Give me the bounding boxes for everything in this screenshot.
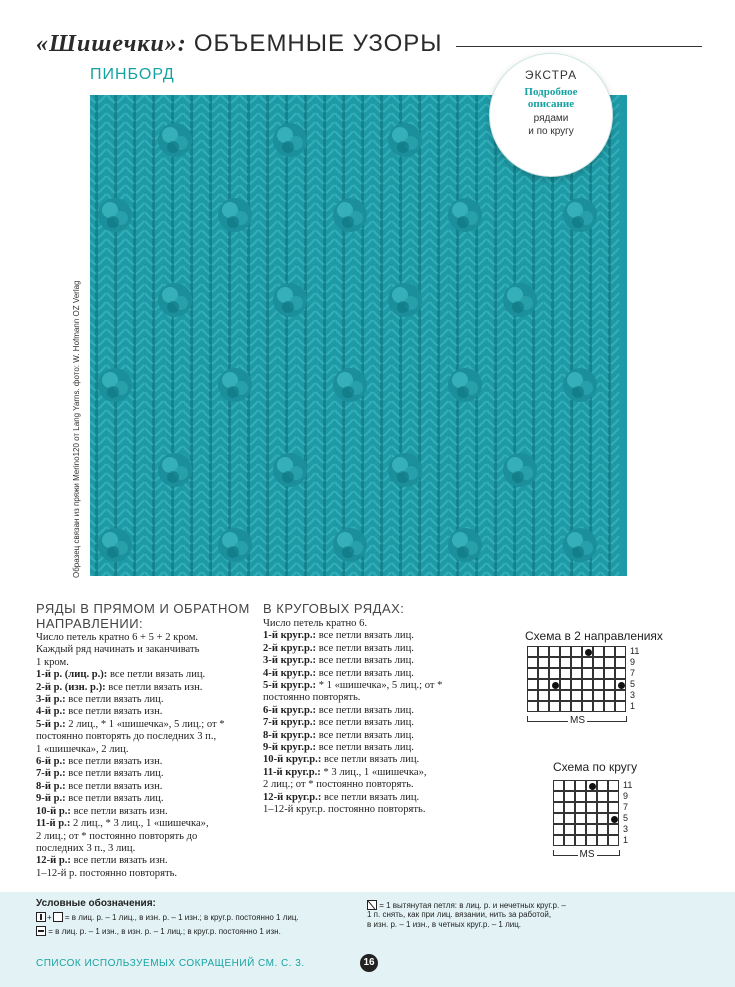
chart-cell bbox=[549, 668, 560, 679]
yarn-texture-mark bbox=[457, 216, 469, 228]
instruction-line bbox=[263, 680, 493, 692]
row-label: 5-й круг.р.: bbox=[263, 680, 317, 692]
chart-cell bbox=[604, 657, 615, 668]
ms-bracket-tick bbox=[619, 850, 620, 856]
yarn-texture-mark bbox=[282, 141, 294, 153]
bobble-symbol-icon bbox=[552, 682, 559, 689]
chart-cell bbox=[608, 791, 619, 802]
row-label: 1-й р. (лиц. р.): bbox=[36, 669, 108, 681]
instruction-line bbox=[263, 692, 493, 704]
badge-title: ЭКСТРА bbox=[524, 68, 578, 82]
chart-cell bbox=[597, 791, 608, 802]
yarn-texture-mark bbox=[397, 471, 409, 483]
yarn-texture-mark bbox=[572, 216, 584, 228]
row-label: 6-й круг.р.: bbox=[263, 704, 317, 716]
yarn-texture-mark bbox=[512, 471, 524, 483]
yarn-texture-mark bbox=[227, 216, 239, 228]
chart-cell bbox=[615, 657, 626, 668]
row-text: все петли вязать лиц. bbox=[316, 729, 414, 741]
chart-cell bbox=[586, 813, 597, 824]
instruction-line bbox=[36, 855, 261, 867]
row-label: 1-й круг.р.: bbox=[263, 630, 317, 642]
badge-text-2: и по кругу bbox=[528, 126, 574, 137]
chart-cell bbox=[560, 690, 571, 701]
instruction-line bbox=[263, 630, 493, 642]
yarn-texture-mark bbox=[512, 301, 524, 313]
flat-section-title-line1: РЯДЫ В ПРЯМОМ И ОБРАТНОМ bbox=[36, 601, 250, 616]
row-text: все петли вязать лиц. bbox=[316, 742, 414, 754]
bobble-symbol-icon bbox=[589, 783, 596, 790]
chart-row-number: 3 bbox=[630, 690, 636, 700]
row-text: постоянно повторять. bbox=[263, 692, 361, 704]
yarn-texture-mark bbox=[227, 546, 239, 558]
row-label: 10-й круг.р.: bbox=[263, 754, 322, 766]
chart-cell bbox=[586, 802, 597, 813]
chart-cell bbox=[586, 835, 597, 846]
instruction-line bbox=[36, 818, 261, 830]
chart-cell bbox=[575, 824, 586, 835]
chart-cell bbox=[593, 690, 604, 701]
photo-credit: Образец связан из пряжи Merino120 от Lang Yarns. фото: W. Hofmann OZ Verlag bbox=[72, 280, 81, 578]
row-label: 3-й круг.р.: bbox=[263, 655, 317, 667]
chart-cell bbox=[571, 668, 582, 679]
yarn-texture-mark bbox=[342, 386, 354, 398]
row-label: 11-й круг.р.: bbox=[263, 766, 321, 778]
chart-cell bbox=[527, 668, 538, 679]
chart-cell bbox=[597, 824, 608, 835]
row-text: последних 3 п., 3 лиц. bbox=[36, 842, 136, 854]
chart-cell bbox=[575, 802, 586, 813]
chart-cell bbox=[571, 679, 582, 690]
legend-knit-text: = в лиц. р. – 1 лиц., в изн. р. – 1 изн.; в круг.р. постоянно 1 лиц. bbox=[64, 913, 299, 922]
chart-cell bbox=[553, 835, 564, 846]
row-text: постоянно повторять до последних 3 п., bbox=[36, 731, 217, 743]
chart-cell bbox=[597, 813, 608, 824]
chart-cell bbox=[549, 701, 560, 712]
row-text: все петли вязать лиц. bbox=[321, 791, 420, 803]
yarn-texture-mark bbox=[572, 386, 584, 398]
row-text: 2 лиц., * 1 «шишечка», 5 лиц.; от * bbox=[65, 718, 225, 730]
yarn-texture-mark bbox=[282, 471, 294, 483]
round-section-title: В КРУГОВЫХ РЯДАХ: bbox=[263, 601, 405, 616]
chart-cell bbox=[527, 646, 538, 657]
row-text: все петли вязать лиц. bbox=[65, 793, 164, 805]
chart-cell bbox=[538, 646, 549, 657]
legend-slip-text-1: = 1 вытянутая петля: в лиц. р. и нечетных круг.р. – bbox=[379, 901, 566, 910]
chart-row-number: 1 bbox=[623, 835, 629, 845]
chart-cell bbox=[615, 668, 626, 679]
row-label: 7-й круг.р.: bbox=[263, 717, 317, 729]
chart-cell bbox=[597, 802, 608, 813]
chart-cell bbox=[553, 780, 564, 791]
instruction-line bbox=[263, 804, 493, 816]
row-label: 10-й р.: bbox=[36, 805, 71, 817]
extra-badge bbox=[490, 54, 612, 176]
row-text: 1–12-й р. постоянно повторять. bbox=[36, 867, 178, 879]
chart-flat-title: Схема в 2 направлениях bbox=[525, 629, 663, 643]
chart-cell bbox=[593, 679, 604, 690]
chart-cell bbox=[538, 701, 549, 712]
row-text: все петли вязать изн. bbox=[70, 855, 168, 867]
chart-row-number: 9 bbox=[623, 791, 629, 801]
instruction-line bbox=[36, 744, 261, 756]
badge-subtitle-1: Подробное bbox=[524, 86, 578, 98]
chart-cell bbox=[571, 690, 582, 701]
instruction-line bbox=[263, 742, 493, 754]
round-instructions bbox=[263, 618, 493, 817]
row-text: 1 «шишечка», 2 лиц. bbox=[36, 743, 129, 755]
ms-bracket-tick bbox=[527, 716, 528, 722]
chart-cell bbox=[527, 679, 538, 690]
chart-cell bbox=[527, 701, 538, 712]
yarn-texture-mark bbox=[342, 546, 354, 558]
chart-cell bbox=[582, 701, 593, 712]
chart-cell bbox=[615, 701, 626, 712]
chart-cell bbox=[593, 646, 604, 657]
pattern-name: ПИНБОРД bbox=[90, 66, 175, 83]
legend-slip-text-2: 1 п. снять, как при лиц. вязании, нить за работой, bbox=[367, 910, 552, 919]
row-label: 2-й р. (изн. р.): bbox=[36, 681, 106, 693]
chart-row-number: 3 bbox=[623, 824, 629, 834]
instruction-line bbox=[36, 831, 261, 843]
ms-label: MS bbox=[579, 849, 595, 860]
yarn-texture-mark bbox=[167, 471, 179, 483]
instruction-line bbox=[36, 682, 261, 694]
chart-cell bbox=[564, 824, 575, 835]
legend-slip-text-3: в изн. р. – 1 изн., в четных круг.р. – 1 лиц. bbox=[367, 920, 522, 929]
instruction-line bbox=[36, 694, 261, 706]
row-label: 8-й круг.р.: bbox=[263, 729, 317, 741]
row-text: все петли вязать изн. bbox=[65, 756, 163, 768]
slipped-stitch-symbol-icon bbox=[367, 900, 377, 910]
chart-cell bbox=[604, 646, 615, 657]
chart-cell bbox=[571, 646, 582, 657]
instruction-line bbox=[36, 781, 261, 793]
chart-cell bbox=[560, 679, 571, 690]
instruction-line bbox=[263, 705, 493, 717]
legend-purl bbox=[36, 926, 281, 937]
chart-row-number: 7 bbox=[630, 668, 636, 678]
row-text: 2 лиц.; от * постоянно повторять до bbox=[36, 830, 198, 842]
footer-abbreviations-note: СПИСОК ИСПОЛЬЗУЕМЫХ СОКРАЩЕНИЙ СМ. С. 3. bbox=[36, 958, 305, 969]
row-text: все петли вязать лиц. bbox=[316, 630, 414, 642]
knit-symbol-icon bbox=[36, 912, 46, 922]
chart-cell bbox=[615, 646, 626, 657]
chart-cell bbox=[571, 657, 582, 668]
instruction-line bbox=[263, 792, 493, 804]
row-text: все петли вязать лиц. bbox=[65, 768, 164, 780]
page-title-italic: «Шишечки»: bbox=[36, 31, 187, 57]
row-text: 2 лиц., * 3 лиц., 1 «шишечка», bbox=[70, 818, 209, 830]
row-text: все петли вязать изн. bbox=[105, 681, 203, 693]
row-label: 7-й р.: bbox=[36, 768, 66, 780]
row-text: все петли вязать лиц. bbox=[316, 642, 414, 654]
chart-cell bbox=[608, 780, 619, 791]
row-label: 9-й круг.р.: bbox=[263, 742, 317, 754]
instruction-line bbox=[263, 779, 493, 791]
chart-row-number: 5 bbox=[623, 813, 629, 823]
chart-cell bbox=[564, 835, 575, 846]
chart-cell bbox=[564, 780, 575, 791]
chart-cell bbox=[549, 690, 560, 701]
chart-cell bbox=[582, 690, 593, 701]
row-label: 8-й р.: bbox=[36, 780, 66, 792]
yarn-texture-mark bbox=[282, 301, 294, 313]
instruction-line bbox=[36, 657, 261, 669]
badge-text-1: рядами bbox=[533, 113, 569, 124]
row-text: все петли вязать лиц. bbox=[107, 669, 206, 681]
chart-cell bbox=[593, 668, 604, 679]
chart-cell bbox=[560, 657, 571, 668]
chart-cell bbox=[538, 668, 549, 679]
row-label: 4-й р.: bbox=[36, 706, 66, 718]
row-label: 11-й р.: bbox=[36, 818, 71, 830]
ms-label: MS bbox=[570, 715, 585, 726]
chart-cell bbox=[553, 791, 564, 802]
flat-instructions bbox=[36, 632, 261, 880]
instruction-line bbox=[36, 756, 261, 768]
row-text: все петли вязать лиц. bbox=[65, 694, 164, 706]
row-text: все петли вязать лиц. bbox=[321, 754, 420, 766]
chart-cell bbox=[586, 824, 597, 835]
row-text: все петли вязать изн. bbox=[70, 805, 168, 817]
instruction-line bbox=[36, 868, 261, 880]
page-number: 16 bbox=[360, 954, 378, 972]
instruction-line bbox=[36, 632, 261, 644]
instruction-line bbox=[263, 643, 493, 655]
chart-cell bbox=[575, 835, 586, 846]
yarn-texture-mark bbox=[107, 546, 119, 558]
instruction-line bbox=[263, 655, 493, 667]
row-label: 9-й р.: bbox=[36, 793, 66, 805]
chart-row-number: 9 bbox=[630, 657, 636, 667]
chart-cell bbox=[553, 802, 564, 813]
ms-bracket-tick bbox=[553, 850, 554, 856]
chart-cell bbox=[564, 802, 575, 813]
yarn-texture-mark bbox=[457, 546, 469, 558]
yarn-texture-mark bbox=[397, 301, 409, 313]
instruction-line bbox=[36, 719, 261, 731]
chart-row-number: 5 bbox=[630, 679, 636, 689]
chart-cell bbox=[564, 791, 575, 802]
chart-row-number: 11 bbox=[630, 646, 640, 656]
title-rule bbox=[456, 46, 702, 47]
chart-cell bbox=[597, 780, 608, 791]
row-label: 2-й круг.р.: bbox=[263, 642, 317, 654]
chart-round-title: Схема по кругу bbox=[553, 760, 638, 774]
chart-cell bbox=[604, 668, 615, 679]
legend-purl-text: = в лиц. р. – 1 изн., в изн. р. – 1 лиц.; в круг.р. постоянно 1 изн. bbox=[48, 927, 281, 936]
yarn-texture-mark bbox=[572, 546, 584, 558]
chart-row-number: 7 bbox=[623, 802, 629, 812]
instruction-line bbox=[36, 669, 261, 681]
row-label: 5-й р.: bbox=[36, 718, 66, 730]
instruction-line bbox=[36, 706, 261, 718]
instruction-line bbox=[263, 618, 493, 630]
instruction-line bbox=[263, 767, 493, 779]
flat-section-title-line2: НАПРАВЛЕНИИ: bbox=[36, 616, 144, 631]
page-title-main: ОБЪЕМНЫЕ УЗОРЫ bbox=[193, 30, 443, 57]
chart-cell bbox=[593, 701, 604, 712]
chart-cell bbox=[575, 813, 586, 824]
row-text: все петли вязать лиц. bbox=[316, 704, 414, 716]
yarn-texture-mark bbox=[107, 386, 119, 398]
chart-cell bbox=[586, 791, 597, 802]
legend-title: Условные обозначения: bbox=[36, 898, 156, 909]
yarn-texture-mark bbox=[342, 216, 354, 228]
chart-cell bbox=[549, 657, 560, 668]
flat-section-title bbox=[36, 601, 250, 631]
row-text: все петли вязать лиц. bbox=[316, 667, 414, 679]
row-text: все петли вязать лиц. bbox=[316, 717, 414, 729]
instruction-line bbox=[36, 806, 261, 818]
chart-cell bbox=[560, 646, 571, 657]
chart-cell bbox=[553, 824, 564, 835]
row-text: 1–12-й круг.р. постоянно повторять. bbox=[263, 804, 426, 816]
instruction-line bbox=[36, 768, 261, 780]
row-text: Каждый ряд начинать и заканчивать bbox=[36, 644, 200, 656]
row-label: 12-й р.: bbox=[36, 855, 71, 867]
chart-cell bbox=[527, 690, 538, 701]
instruction-line bbox=[36, 731, 261, 743]
yarn-texture-mark bbox=[167, 301, 179, 313]
row-text: Число петель кратно 6 + 5 + 2 кром. bbox=[36, 632, 199, 643]
chart-cell bbox=[604, 690, 615, 701]
chart-row-number: 11 bbox=[623, 780, 633, 790]
chart-cell bbox=[575, 791, 586, 802]
instruction-line bbox=[263, 754, 493, 766]
ms-bracket-tick bbox=[626, 716, 627, 722]
bobble-symbol-icon bbox=[585, 649, 592, 656]
chart-cell bbox=[597, 835, 608, 846]
chart-cell bbox=[553, 813, 564, 824]
yarn-texture-mark bbox=[227, 386, 239, 398]
badge-subtitle-2: описание bbox=[527, 98, 575, 110]
chart-cell bbox=[615, 690, 626, 701]
row-text: все петли вязать изн. bbox=[65, 706, 163, 718]
chart-cell bbox=[538, 679, 549, 690]
instruction-line bbox=[36, 644, 261, 656]
chart-cell bbox=[608, 802, 619, 813]
row-label: 3-й р.: bbox=[36, 694, 66, 706]
row-label: 12-й круг.р.: bbox=[263, 791, 322, 803]
instruction-line bbox=[263, 717, 493, 729]
chart-cell bbox=[582, 679, 593, 690]
yarn-texture-mark bbox=[167, 141, 179, 153]
instruction-line bbox=[263, 730, 493, 742]
chart-cell bbox=[571, 701, 582, 712]
chart-cell bbox=[560, 668, 571, 679]
yarn-texture-mark bbox=[397, 141, 409, 153]
bobble-symbol-icon bbox=[618, 682, 625, 689]
yarn-texture-mark bbox=[107, 216, 119, 228]
chart-cell bbox=[538, 657, 549, 668]
chart-cell bbox=[593, 657, 604, 668]
chart-cell bbox=[608, 835, 619, 846]
row-text: * 3 лиц., 1 «шишечка», bbox=[320, 766, 427, 778]
chart-cell bbox=[564, 813, 575, 824]
chart-cell bbox=[575, 780, 586, 791]
chart-cell bbox=[582, 657, 593, 668]
bobble-symbol-icon bbox=[611, 816, 618, 823]
yarn-texture-mark bbox=[457, 386, 469, 398]
row-text: * 1 «шишечка», 5 лиц.; от * bbox=[316, 680, 443, 692]
row-text: все петли вязать изн. bbox=[65, 780, 163, 792]
row-label: 6-й р.: bbox=[36, 756, 66, 768]
chart-cell bbox=[527, 657, 538, 668]
instruction-line bbox=[263, 668, 493, 680]
row-text: 2 лиц.; от * постоянно повторять. bbox=[263, 779, 414, 791]
empty-cell-symbol-icon bbox=[53, 912, 63, 922]
chart-cell bbox=[549, 646, 560, 657]
instruction-line bbox=[36, 793, 261, 805]
page-title bbox=[36, 30, 443, 58]
chart-cell bbox=[560, 701, 571, 712]
chart-row-number: 1 bbox=[630, 701, 636, 711]
purl-symbol-icon bbox=[36, 926, 46, 936]
row-text: 1 кром. bbox=[36, 656, 69, 668]
instruction-line bbox=[36, 843, 261, 855]
chart-cell bbox=[604, 679, 615, 690]
legend-knit: + = в лиц. р. – 1 лиц., в изн. р. – 1 изн.; в круг.р. постоянно 1 лиц. bbox=[36, 912, 299, 923]
chart-cell bbox=[538, 690, 549, 701]
row-text: Число петель кратно 6. bbox=[263, 618, 368, 629]
chart-cell bbox=[604, 701, 615, 712]
row-label: 4-й круг.р.: bbox=[263, 667, 317, 679]
row-text: все петли вязать лиц. bbox=[316, 655, 414, 667]
chart-cell bbox=[582, 668, 593, 679]
chart-cell bbox=[608, 824, 619, 835]
